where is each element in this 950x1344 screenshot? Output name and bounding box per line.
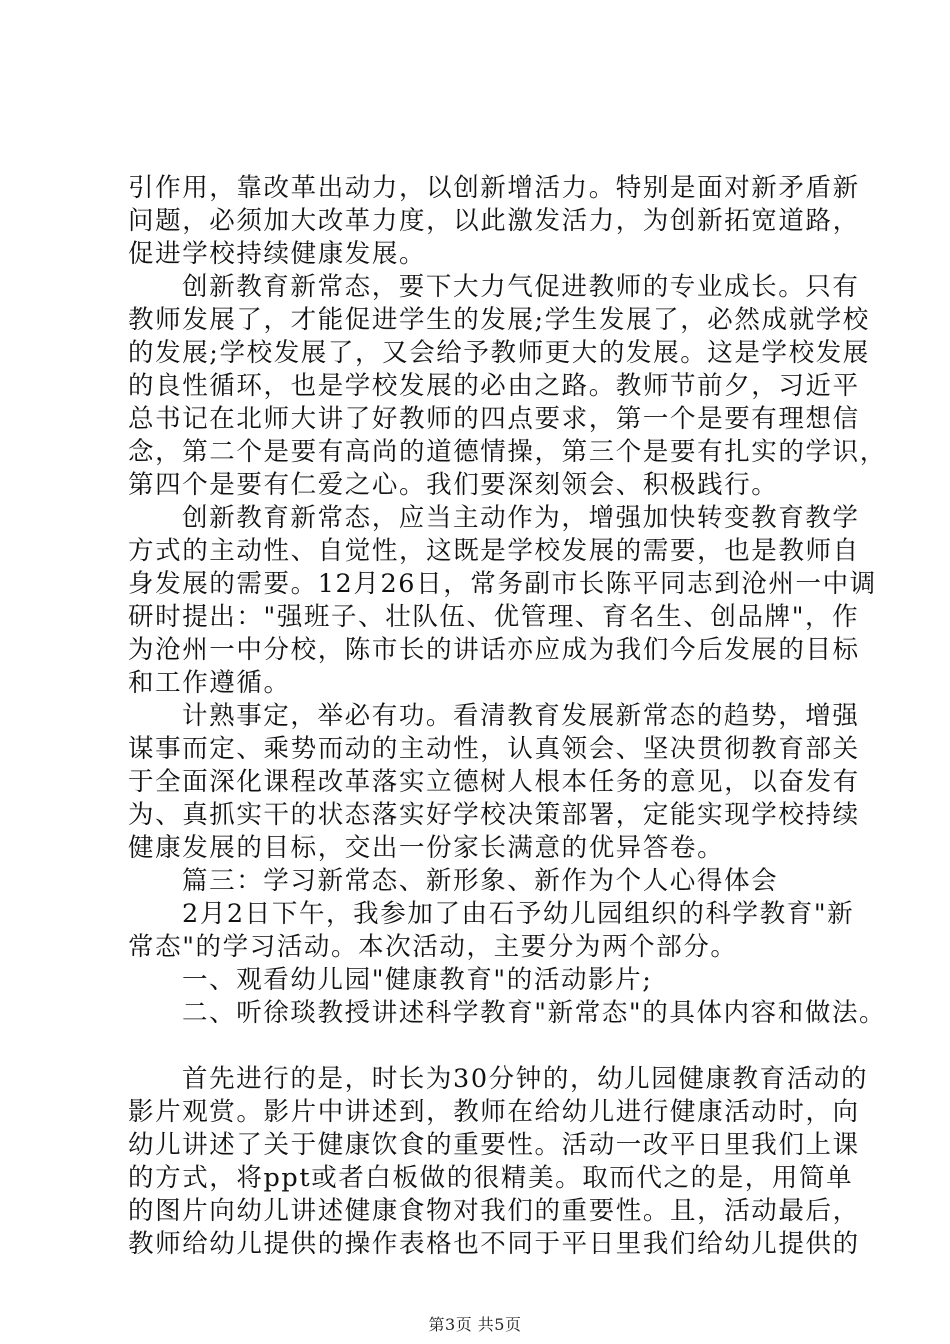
text-line: 念，第二个是要有高尚的道德情操，第三个是要有扎实的学识， (128, 437, 887, 467)
paragraph-first-line: 计熟事定，举必有功。看清教育发展新常态的趋势，增强 (182, 701, 860, 731)
text-line: 为沧州一中分校，陈市长的讲话亦应成为我们今后发展的目标 (128, 635, 860, 665)
list-item: 二、听徐琰教授讲述科学教育"新常态"的具体内容和做法。 (182, 998, 887, 1028)
paragraph-first-line: 2月2日下午，我参加了由石予幼儿园组织的科学教育"新 (182, 899, 855, 929)
text-line: 问题，必须加大改革力度，以此激发活力，为创新拓宽道路， (128, 206, 860, 236)
text-line: 的图片向幼儿讲述健康食物对我们的重要性。且，活动最后， (128, 1196, 860, 1226)
text-line: 研时提出："强班子、壮队伍、优管理、育名生、创品牌"，作 (128, 602, 860, 632)
text-line: 教师发展了，才能促进学生的发展;学生发展了，必然成就学校 (128, 305, 870, 335)
paragraph-first-line: 首先进行的是，时长为30分钟的，幼儿园健康教育活动的 (182, 1064, 869, 1094)
text-line: 的方式，将ppt或者白板做的很精美。取而代之的是，用简单 (128, 1163, 854, 1193)
text-line: 谋事而定、乘势而动的主动性，认真领会、坚决贯彻教育部关 (128, 734, 860, 764)
section-heading: 篇三：学习新常态、新形象、新作为个人心得体会 (182, 866, 779, 896)
text-line: 的发展;学校发展了，又会给予教师更大的发展。这是学校发展 (128, 338, 870, 368)
text-line: 总书记在北师大讲了好教师的四点要求，第一个是要有理想信 (128, 404, 860, 434)
text-line: 促进学校持续健康发展。 (128, 239, 427, 269)
text-line: 健康发展的目标，交出一份家长满意的优异答卷。 (128, 833, 725, 863)
text-line: 和工作遵循。 (128, 668, 291, 698)
text-line: 的良性循环，也是学校发展的必由之路。教师节前夕，习近平 (128, 371, 860, 401)
text-line: 为、真抓实干的状态落实好学校决策部署，定能实现学校持续 (128, 800, 860, 830)
text-line: 引作用，靠改革出动力，以创新增活力。特别是面对新矛盾新 (128, 173, 860, 203)
list-item: 一、观看幼儿园"健康教育"的活动影片; (182, 965, 653, 995)
text-line: 常态"的学习活动。本次活动，主要分为两个部分。 (128, 932, 738, 962)
text-line: 影片观赏。影片中讲述到，教师在给幼儿进行健康活动时，向 (128, 1097, 860, 1127)
blank-line (128, 1030, 848, 1063)
paragraph-first-line: 创新教育新常态，应当主动作为，增强加快转变教育教学 (182, 503, 860, 533)
text-line: 于全面深化课程改革落实立德树人根本任务的意见，以奋发有 (128, 767, 860, 797)
paragraph-first-line: 创新教育新常态，要下大力气促进教师的专业成长。只有 (182, 272, 860, 302)
text-line: 身发展的需要。12月26日，常务副市长陈平同志到沧州一中调 (128, 569, 877, 599)
text-line: 教师给幼儿提供的操作表格也不同于平日里我们给幼儿提供的 (128, 1229, 860, 1259)
document-body (128, 172, 887, 1261)
text-line: 幼儿讲述了关于健康饮食的重要性。活动一改平日里我们上课 (128, 1130, 860, 1160)
text-line: 第四个是要有仁爱之心。我们要深刻领会、积极践行。 (128, 470, 779, 500)
text-line: 方式的主动性、自觉性，这既是学校发展的需要，也是教师自 (128, 536, 860, 566)
page-number-footer: 第3页 共5页 (428, 1315, 522, 1334)
